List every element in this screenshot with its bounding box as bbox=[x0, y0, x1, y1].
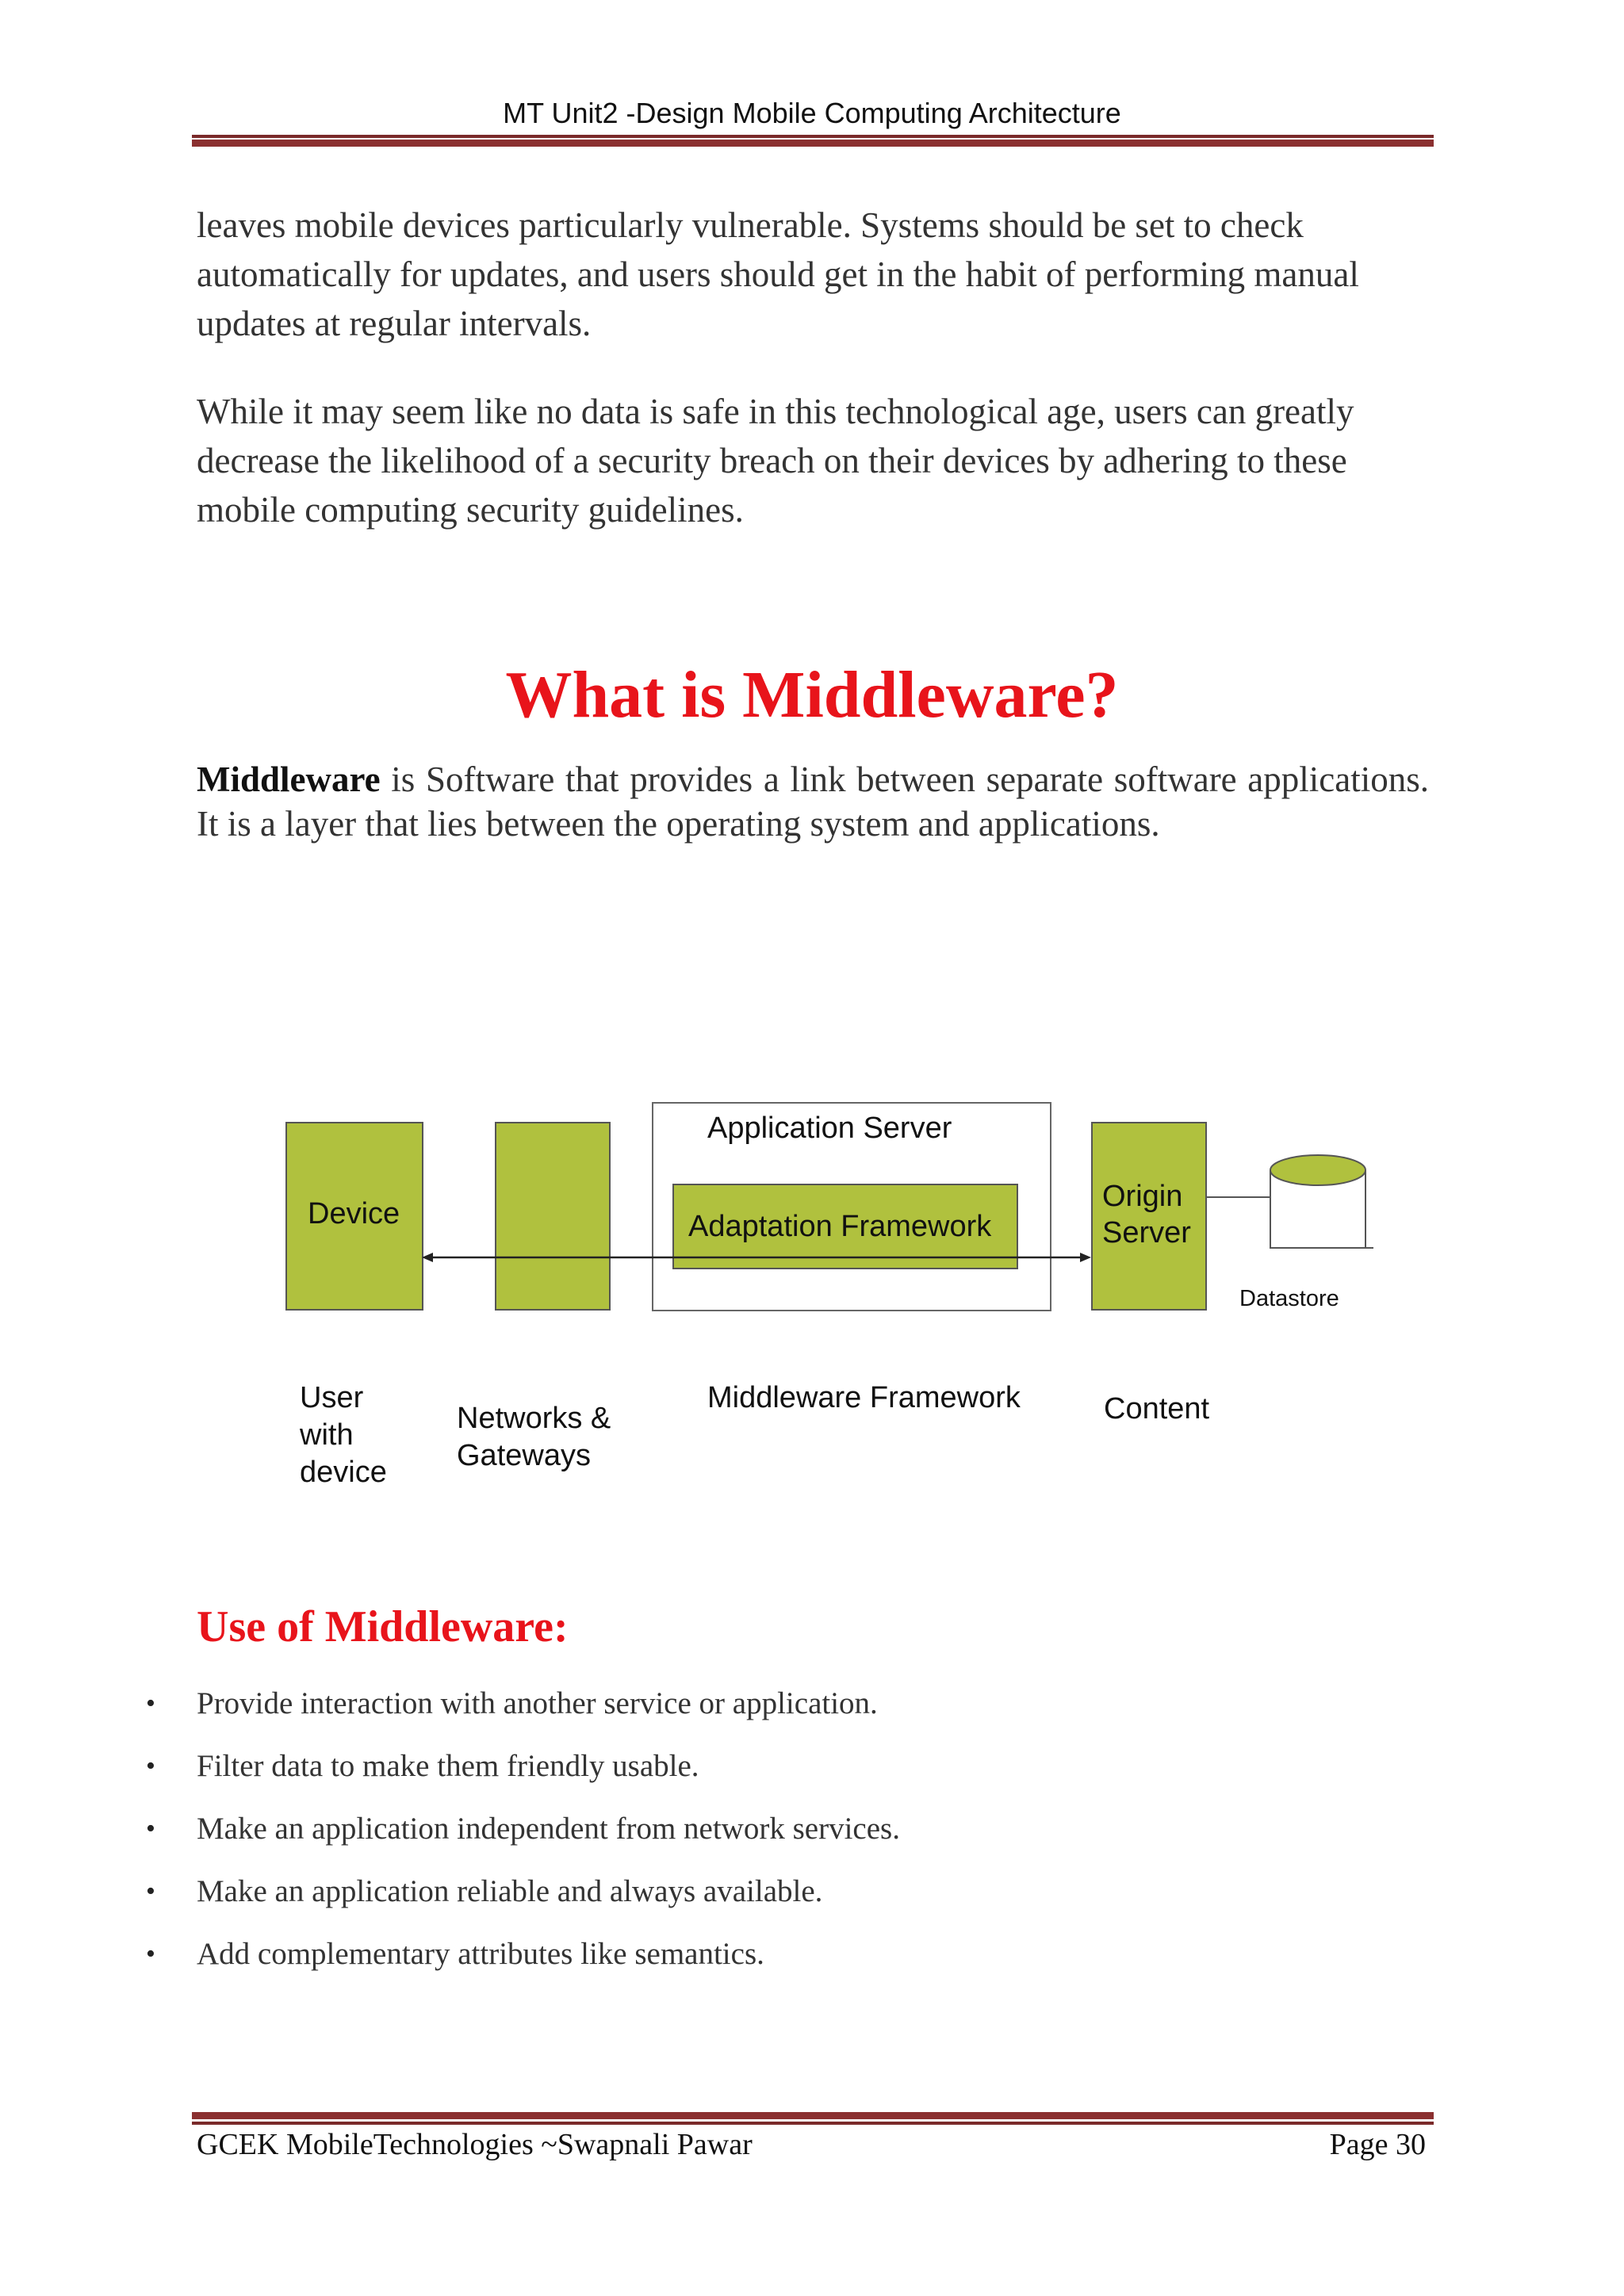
footer-page-number: Page 30 bbox=[1329, 2128, 1426, 2161]
diagram-connectors bbox=[0, 1078, 1624, 1522]
device-label: Device bbox=[308, 1197, 400, 1230]
definition-term: Middleware bbox=[197, 760, 381, 799]
use-of-middleware-title: Use of Middleware: bbox=[197, 1602, 569, 1651]
datastore-cylinder-top bbox=[1270, 1155, 1365, 1185]
networks-gateways-line2: Gateways bbox=[457, 1439, 591, 1472]
section-title-middleware: What is Middleware? bbox=[505, 658, 1119, 732]
application-server-label: Application Server bbox=[707, 1112, 952, 1145]
footer-rule-thin bbox=[192, 2122, 1434, 2125]
header-rule-thin bbox=[192, 135, 1434, 138]
origin-server-label-line2: Server bbox=[1102, 1216, 1191, 1249]
datastore-label: Datastore bbox=[1239, 1286, 1339, 1311]
origin-server-label-line1: Origin bbox=[1102, 1180, 1183, 1213]
list-item: • Provide interaction with another service or application. bbox=[0, 1681, 900, 1743]
footer-author: GCEK MobileTechnologies ~Swapnali Pawar bbox=[197, 2128, 753, 2161]
networks-gateways-line1: Networks & bbox=[457, 1402, 611, 1435]
list-item: • Make an application reliable and always available. bbox=[0, 1869, 900, 1931]
arrowhead-left bbox=[422, 1253, 433, 1262]
adaptation-framework-label: Adaptation Framework bbox=[688, 1210, 992, 1243]
middleware-framework-label: Middleware Framework bbox=[707, 1381, 1021, 1414]
user-with-device-line3: device bbox=[300, 1456, 387, 1489]
list-item: • Add complementary attributes like semantics. bbox=[0, 1931, 900, 1994]
paragraph-security-guidelines: While it may seem like no data is safe in this technological age, users can greatly decrease the likelihood of a security breach on their devices by adhering to these mobile computing security guidelines. bbox=[197, 392, 1354, 530]
middleware-architecture-diagram bbox=[0, 1078, 1624, 1522]
user-with-device-line2: with bbox=[300, 1418, 354, 1452]
list-item: • Make an application independent from network services. bbox=[0, 1806, 900, 1869]
user-with-device-line1: User bbox=[300, 1381, 364, 1414]
use-of-middleware-list bbox=[0, 1681, 900, 1994]
list-item: • Filter data to make them friendly usable. bbox=[0, 1743, 900, 1806]
page-header-title: MT Unit2 -Design Mobile Computing Architecture bbox=[503, 97, 1121, 129]
middleware-definition bbox=[197, 757, 1429, 846]
definition-text: is Software that provides a link between separate software applications. It is a layer that lies between the operating system and applications. bbox=[197, 760, 1429, 844]
arrowhead-right bbox=[1080, 1253, 1091, 1262]
paragraph-security-updates: leaves mobile devices particularly vulnerable. Systems should be set to check automatically for updates, and users should get in the habit of performing manual updates at regular intervals. bbox=[197, 205, 1359, 343]
footer-rule-thick bbox=[192, 2112, 1434, 2119]
header-rule-thick bbox=[192, 140, 1434, 147]
content-label: Content bbox=[1104, 1392, 1210, 1425]
